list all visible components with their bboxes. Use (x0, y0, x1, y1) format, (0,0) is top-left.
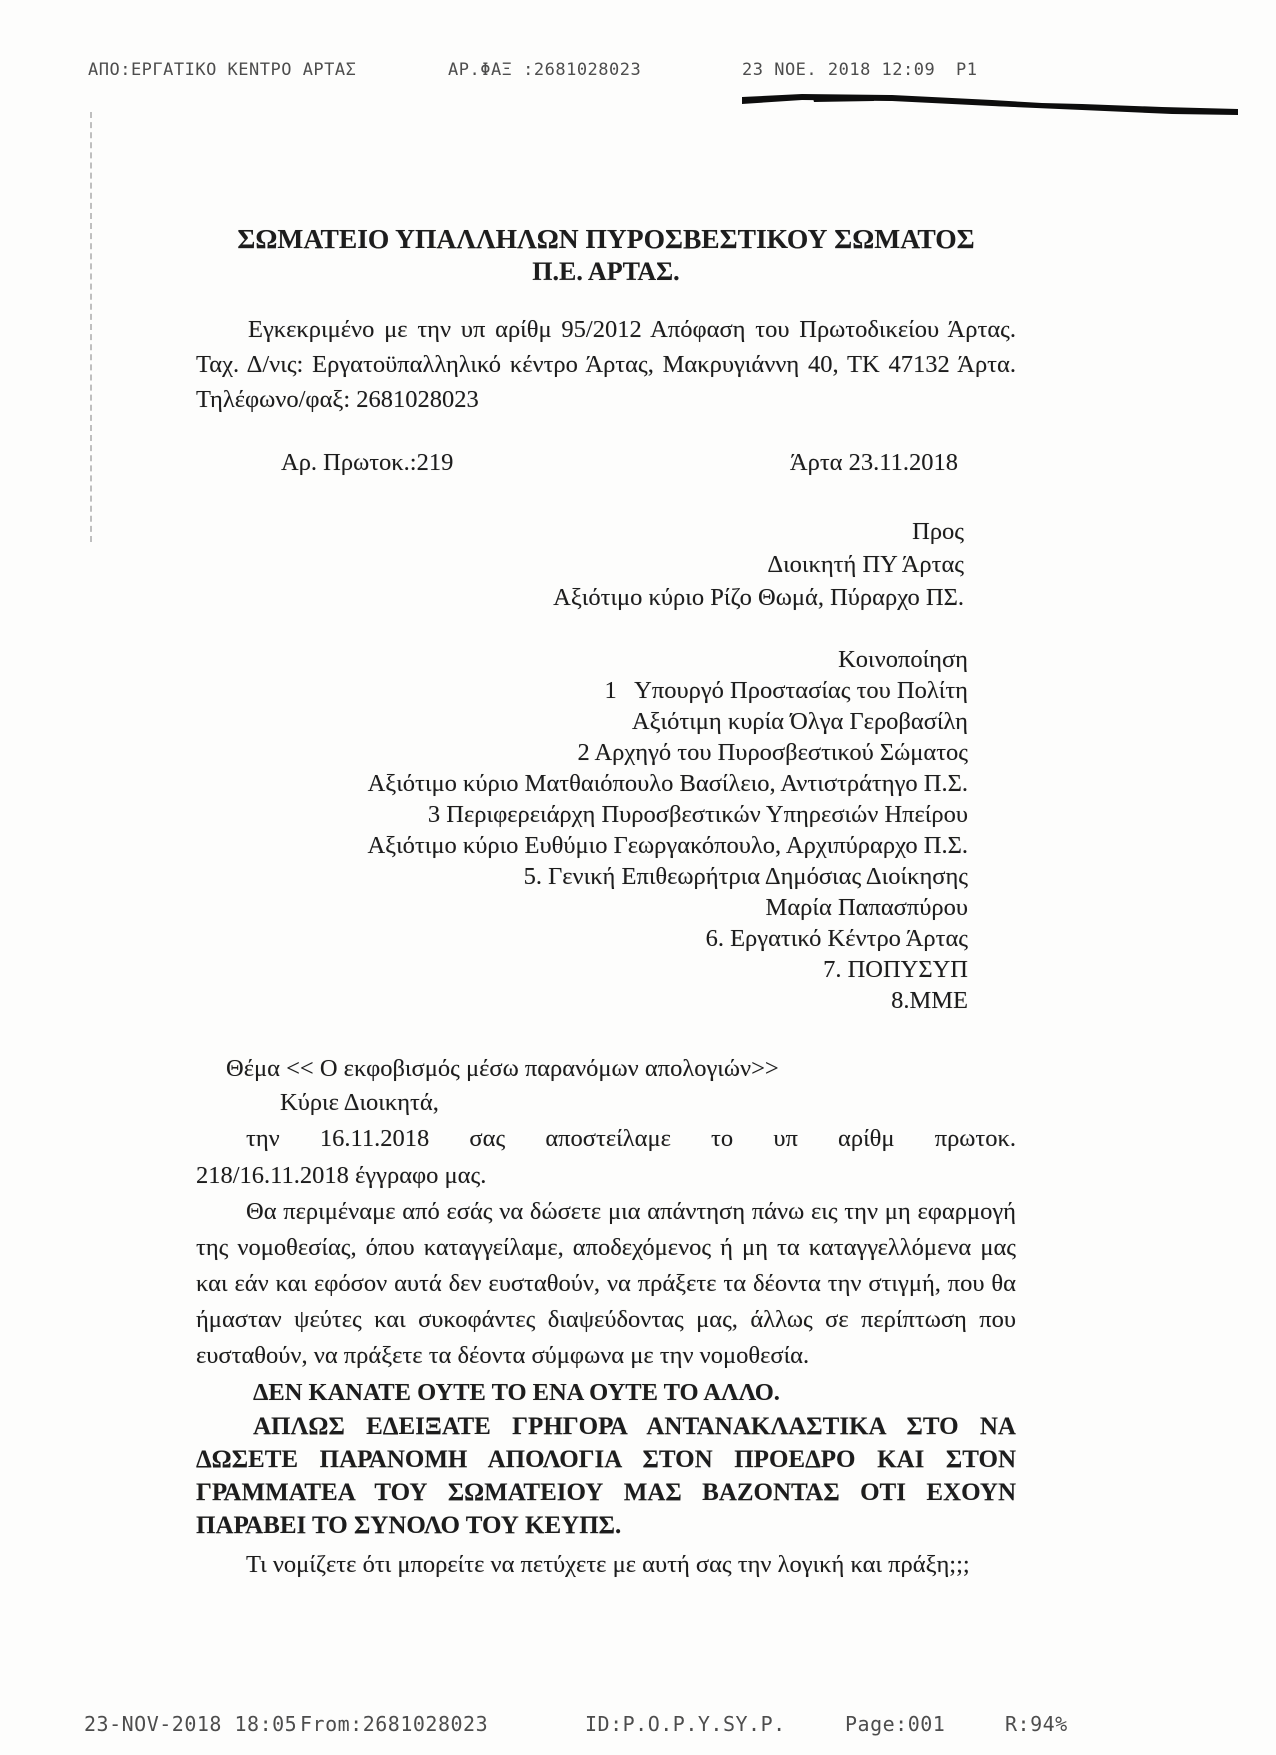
subject-line: Θέμα << Ο εκφοβισμός μέσω παρανόμων απολογιών>> (226, 1055, 779, 1082)
paragraph-bold-accusation: ΑΠΛΩΣ ΕΔΕΙΞΑΤΕ ΓΡΗΓΟΡΑ ΑΝΤΑΝΑΚΛΑΣΤΙΚΑ ΣΤΟ ΝΑ ΔΩΣΕΤΕ ΠΑΡΑΝΟΜΗ ΑΠΟΛΟΓΙΑ ΣΤΟΝ ΠΡΟΕΔΡΟ ΚΑΙ ΣΤΟΝ ΓΡΑΜΜΑΤΕΑ ΤΟΥ ΣΩΜΑΤΕΙΟΥ ΜΑΣ ΒΑΖΟΝΤΑΣ ΟΤΙ ΕΧΟΥΝ ΠΑΡΑΒΕΙ ΤΟ ΣΥΝΟΛΟ ΤΟΥ ΚΕΥΠΣ. (196, 1413, 1016, 1539)
cc-line: Αξιότιμη κυρία Όλγα Γεροβασίλη (631, 708, 968, 735)
cc-line: 5. Γενική Επιθεωρήτρια Δημόσιας Διοίκησης (523, 863, 968, 890)
cc-block (196, 644, 968, 1016)
recipient-line: Διοικητή ΠΥ Άρτας (767, 551, 964, 578)
paragraph-reference-line1: την 16.11.2018 σας αποστείλαμε το υπ αρίθμ πρωτοκ. (246, 1125, 1016, 1152)
protocol-number: Αρ. Πρωτοκ.:219 (281, 449, 454, 476)
fax-footer-id: ID:P.O.P.Y.SY.P. (585, 1712, 786, 1736)
cc-line: 6. Εργατικό Κέντρο Άρτας (705, 925, 968, 952)
paragraph-main: Θα περιμέναμε από εσάς να δώσετε μια απάντηση πάνω εις την μη εφαρμογή της νομοθεσίας, όπου καταγγείλαμε, αποδεχόμενος ή μη τα καταγγελλόμενα μας και εάν και εφόσον αυτά δεν ευσταθούν, να πράξετε τα δέοντα την στιγμή, που θα ήμασταν ψεύτες και συκοφάντες διαψεύδοντας μας, άλλως σε περίπτωση που ευσταθούν, να πράξετε τα δέοντα σύμφωνα με την νομοθεσία. (196, 1198, 1016, 1369)
cc-line: 2 Αρχηγό του Πυροσβεστικού Σώματος (577, 739, 968, 766)
cc-line: 1 Υπουργό Προστασίας του Πολίτη (604, 677, 968, 704)
organization-subtitle: Π.Ε. ΑΡΤΑΣ. (532, 257, 680, 286)
recipient-line: Αξιότιμο κύριο Ρίζο Θωμά, Πύραρχο ΠΣ. (553, 584, 964, 611)
fax-footer-from: From:2681028023 (300, 1712, 489, 1736)
cc-line: Μαρία Παπασπύρου (765, 894, 968, 921)
scan-margin-line-artifact (90, 112, 92, 542)
meta-row (196, 447, 1016, 479)
salutation: Κύριε Διοικητά, (280, 1089, 439, 1116)
paragraph-reference-line2: 218/16.11.2018 έγγραφο μας. (196, 1162, 487, 1189)
place-and-date: Άρτα 23.11.2018 (789, 449, 958, 476)
letter-content (196, 222, 1016, 1583)
cc-line: 3 Περιφερειάρχη Πυροσβεστικών Υπηρεσιών Ηπείρου (427, 801, 968, 828)
cc-line: Αξιότιμο κύριο Ευθύμιο Γεωργακόπουλο, Αρχιπύραρχο Π.Σ. (367, 832, 968, 859)
fax-footer-page: Page:001 (845, 1712, 946, 1736)
fax-header-page: P1 (956, 60, 978, 80)
recipient-block (196, 515, 964, 614)
fax-footer-datetime: 23-NOV-2018 18:05 (84, 1712, 298, 1736)
fax-footer-resolution: R:94% (1005, 1712, 1068, 1736)
recipient-to-label: Προς (912, 518, 964, 545)
fax-header-datetime: 23 ΝΟΕ. 2018 12:09 (742, 60, 936, 80)
paragraph-closing-question: Τι νομίζετε ότι μπορείτε να πετύχετε με αυτή σας την λογική και πράξη;;; (246, 1551, 970, 1578)
scan-streak-artifact (742, 92, 1238, 122)
organization-title: ΣΩΜΑΤΕΙΟ ΥΠΑΛΛΗΛΩΝ ΠΥΡΟΣΒΕΣΤΙΚΟΥ ΣΩΜΑΤΟΣ (237, 223, 975, 254)
fax-header-number: ΑΡ.ΦΑΞ :2681028023 (448, 60, 642, 80)
cc-line: Αξιότιμο κύριο Ματθαιόπουλο Βασίλειο, Αντιστράτηγο Π.Σ. (367, 770, 968, 797)
letterhead-approval-text: Εγκεκριμένο με την υπ αρίθμ 95/2012 Απόφαση του Πρωτοδικείου Άρτας. Ταχ. Δ/νις: Εργατοϋπαλληλικό κέντρο Άρτας, Μακρυγιάννη 40, ΤΚ 47132 Άρτα. Τηλέφωνο/φαξ: 2681028023 (196, 316, 1016, 413)
paragraph-bold-statement: ΔΕΝ ΚΑΝΑΤΕ ΟΥΤΕ ΤΟ ΕΝΑ ΟΥΤΕ ΤΟ ΑΛΛΟ. (253, 1379, 780, 1406)
cc-line: 8.ΜΜΕ (891, 987, 968, 1014)
cc-heading: Κοινοποίηση (838, 646, 968, 673)
cc-line: 7. ΠΟΠΥΣΥΠ (823, 956, 968, 983)
fax-header-from: ΑΠΟ:ΕΡΓΑΤΙΚΟ ΚΕΝΤΡΟ ΑΡΤΑΣ (88, 60, 357, 80)
